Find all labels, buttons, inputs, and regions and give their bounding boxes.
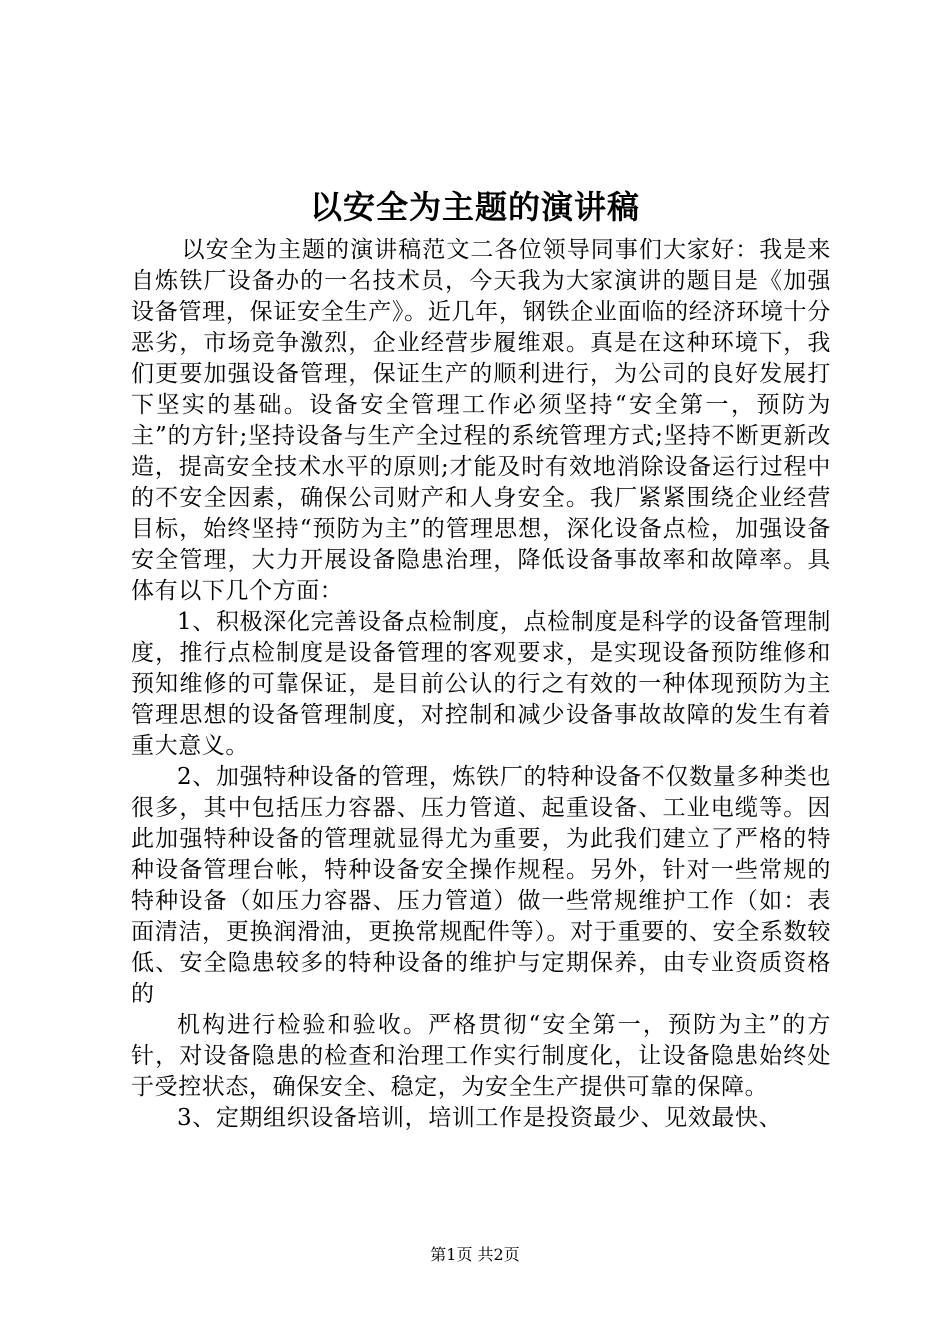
document-body <box>131 235 831 1134</box>
page-number-footer: 第1页 共2页 <box>430 1245 520 1264</box>
paragraph-intro: 以安全为主题的演讲稿范文二各位领导同事们大家好：我是来自炼铁厂设备办的一名技术员，今天我为大家演讲的题目是《加强设备管理，保证安全生产》。近几年，钢铁企业面临的经济环境十分恶劣，市场竞争激烈，企业经营步履维艰。真是在这种环境下，我们更要加强设备管理，保证生产的顺利进行，为公司的良好发展打下坚实的基础。设备安全管理工作必须坚持“安全第一，预防为主”的方针;坚持设备与生产全过程的系统管理方式;坚持不断更新改造，提高安全技术水平的原则;才能及时有效地消除设备运行过程中的不安全因素，确保公司财产和人身安全。我厂紧紧围绕企业经营目标，始终坚持“预防为主”的管理思想，深化设备点检，加强设备安全管理，大力开展设备隐患治理，降低设备事故率和故障率。具体有以下几个方面： <box>131 237 831 604</box>
paragraph-point-3: 3、定期组织设备培训，培训工作是投资最少、见效最快、 <box>177 1105 783 1131</box>
document-title: 以安全为主题的演讲稿 <box>309 188 640 226</box>
paragraph-point-1: 1、积极深化完善设备点检制度，点检制度是科学的设备管理制度，推行点检制度是设备管理的客观要求，是实现设备预防维修和预知维修的可靠保证，是目前公认的行之有效的一种体现预防为主管理思想的设备管理制度，对控制和减少设备事故故障的发生有着重大意义。 <box>131 609 831 759</box>
paragraph-point-2: 2、加强特种设备的管理，炼铁厂的特种设备不仅数量多种类也很多，其中包括压力容器、压力管道、起重设备、工业电缆等。因此加强特种设备的管理就显得尤为重要，为此我们建立了严格的特种设备管理台帐，特种设备安全操作规程。另外，针对一些常规的特种设备（如压力容器、压力管道）做一些常规维护工作（如：表面清洁，更换润滑油，更换常规配件等）。对于重要的、安全系数较低、安全隐患较多的特种设备的维护与定期保养，由专业资质资格的 <box>131 764 831 1007</box>
paragraph-point-2-continued: 机构进行检验和验收。严格贯彻“安全第一，预防为主”的方针，对设备隐患的检查和治理工作实行制度化，让设备隐患始终处于受控状态，确保安全、稳定，为安全生产提供可靠的保障。 <box>131 1012 831 1100</box>
